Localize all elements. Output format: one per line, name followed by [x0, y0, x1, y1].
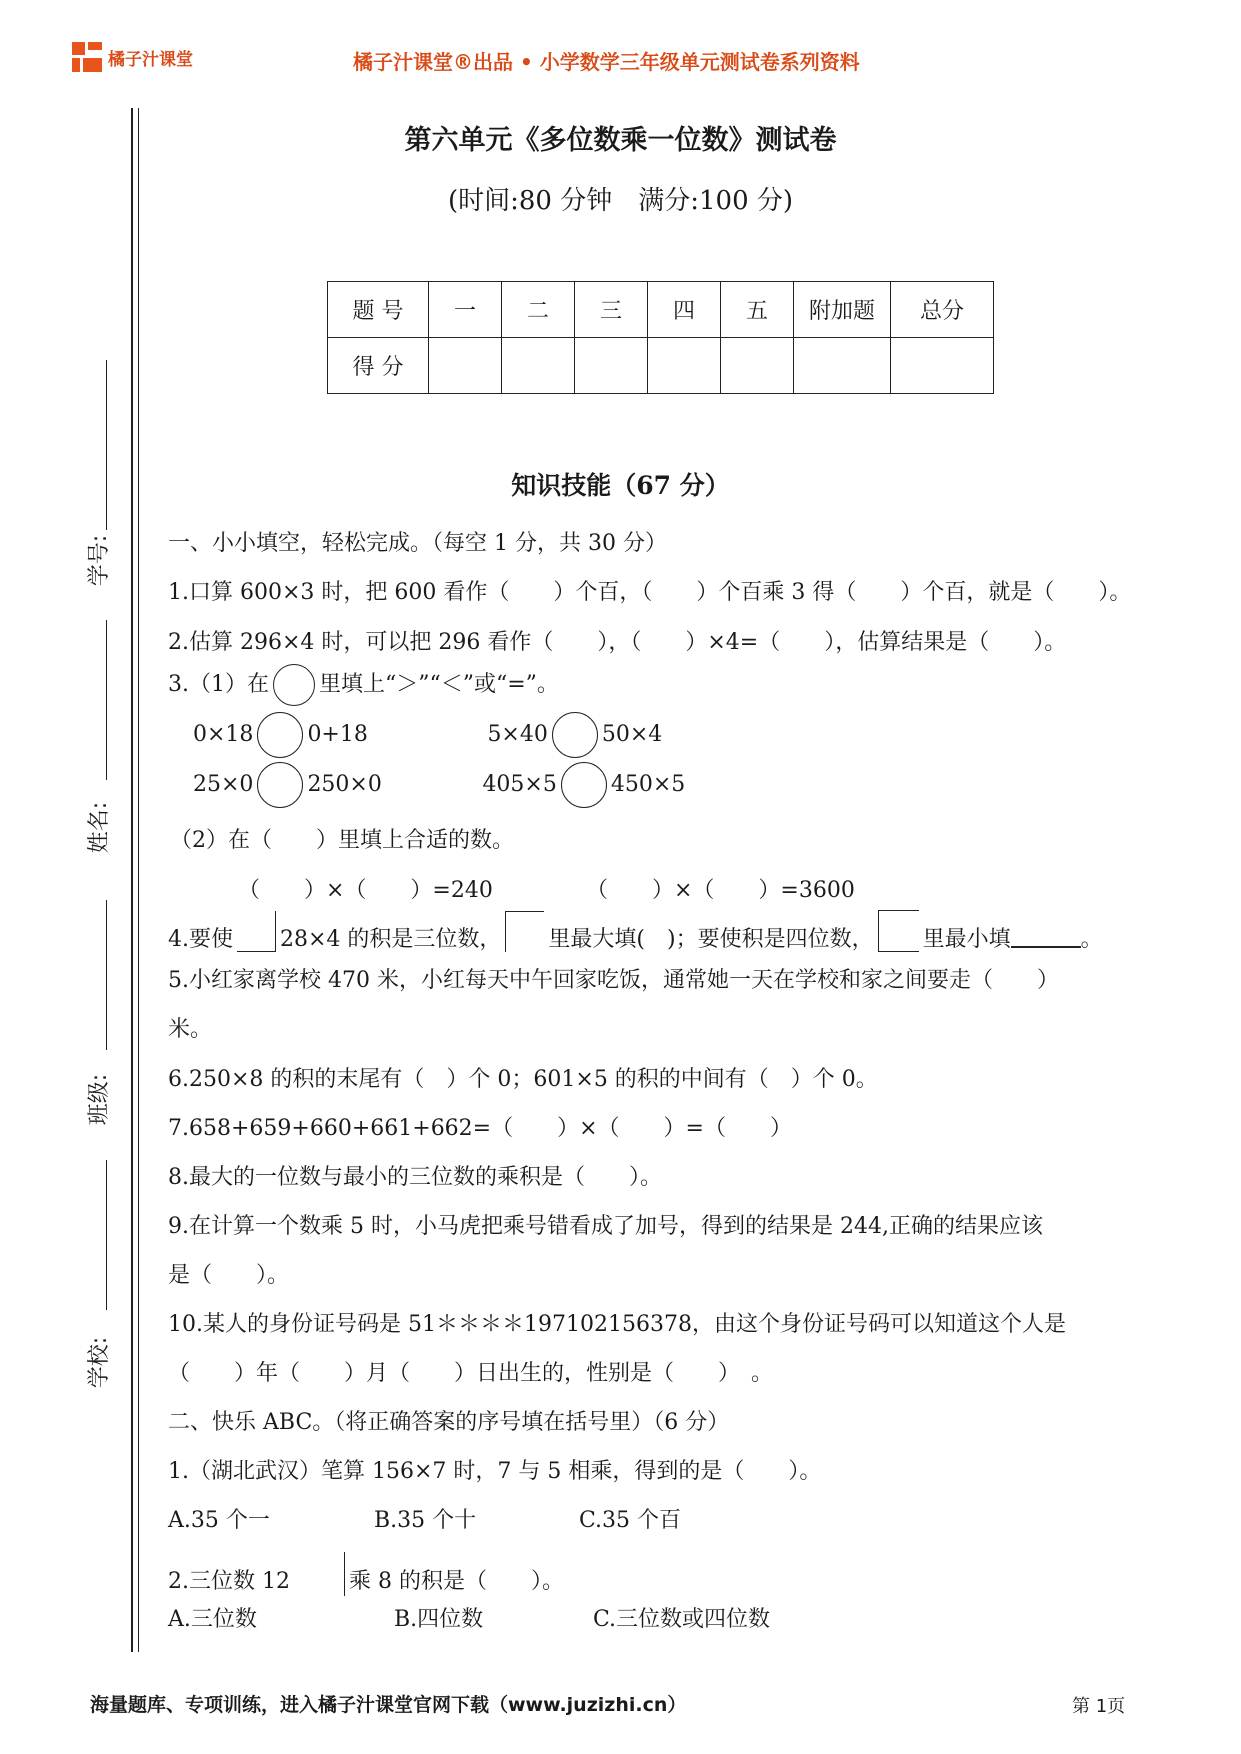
page-subtitle: (时间:80 分钟 满分:100 分) [447, 186, 794, 216]
answer-circle[interactable] [561, 762, 607, 808]
q3-expr: 0×18 [193, 722, 254, 747]
q3-expr: 5×40 [487, 722, 548, 747]
part2-q2-option-c: C.三位数或四位数 [593, 1607, 771, 1632]
question-3-part-2: （2）在（ ）里填上合适的数。 [170, 828, 514, 853]
part2-q1-option-b: B.35 个十 [374, 1508, 477, 1533]
p2q2-text-b: 乘 8 的积是（ ）。 [349, 1569, 564, 1594]
compare-circle-icon [273, 664, 315, 706]
score-table [327, 281, 994, 394]
digit-box[interactable] [237, 911, 276, 952]
score-header-cell: 三 [575, 282, 648, 338]
q3-expr: 0+18 [307, 722, 368, 747]
q3-2-expr-b: （ ）×（ ）=3600 [586, 878, 855, 903]
q3-expr: 250×0 [307, 772, 382, 797]
question-5-cont: 米。 [168, 1017, 213, 1042]
question-10: 10.某人的身份证号码是 51＊＊＊＊197102156378，由这个身份证号码可以知道这个人是 [168, 1312, 1066, 1337]
score-cell[interactable] [429, 338, 502, 394]
question-5: 5.小红家离学校 470 米，小红每天中午回家吃饭，通常她一天在学校和家之间要走（ ） [168, 968, 1059, 993]
question-9: 9.在计算一个数乘 5 时，小马虎把乘号错看成了加号，得到的结果是 244,正确的结果应该 [168, 1214, 1043, 1239]
q4-text-d: 里最小填 [922, 927, 1011, 952]
brand-logo [72, 40, 193, 74]
part2-q1-option-c: C.35 个百 [579, 1508, 682, 1533]
answer-circle[interactable] [552, 712, 598, 758]
score-header-cell: 一 [429, 282, 502, 338]
score-header-cell: 附加题 [794, 282, 891, 338]
score-header-cell: 题 号 [328, 282, 429, 338]
class-line [106, 900, 107, 1050]
score-header-cell: 五 [721, 282, 794, 338]
school-label: 学校: [87, 1336, 113, 1389]
binding-line-1 [131, 108, 133, 1652]
header-title: 橘子汁课堂®出品 • 小学数学三年级单元测试卷系列资料 [353, 50, 860, 74]
part2-question-1: 1.（湖北武汉）笔算 156×7 时，7 与 5 相乘，得到的是（ ）。 [168, 1459, 822, 1484]
p2q2-text-a: 2.三位数 12 [168, 1569, 290, 1594]
q3-expr: 450×5 [610, 772, 686, 797]
digit-box[interactable] [505, 911, 544, 952]
q3-expr: 50×4 [601, 722, 663, 747]
score-table-score-row [328, 338, 994, 394]
question-7: 7.658+659+660+661+662=（ ）×（ ）=（ ） [168, 1116, 792, 1141]
score-cell[interactable] [575, 338, 648, 394]
score-table-header-row [328, 282, 994, 338]
school-line [106, 1160, 107, 1310]
score-cell[interactable] [891, 338, 994, 394]
name-label: 姓名: [87, 801, 113, 854]
part2-q2-option-b: B.四位数 [394, 1607, 484, 1632]
score-cell[interactable] [721, 338, 794, 394]
q3-row-2 [193, 762, 685, 808]
part2-heading: 二、快乐 ABC。（将正确答案的序号填在括号里）（6 分） [168, 1410, 730, 1435]
logo-icon [72, 42, 102, 72]
answer-circle[interactable] [257, 762, 303, 808]
student-id-label: 学号: [87, 534, 113, 587]
q3-text-a: 3.（1）在 [168, 672, 269, 697]
logo-text: 橘子汁课堂 [108, 49, 193, 70]
score-row-label: 得 分 [328, 338, 429, 394]
question-10-cont: （ ）年（ ）月（ ）日出生的，性别是（ ） 。 [168, 1361, 774, 1386]
class-label: 班级: [87, 1073, 113, 1126]
q3-expr: 405×5 [482, 772, 557, 797]
q3-2-expr-a: （ ）×（ ）=240 [238, 878, 493, 903]
part1-heading: 一、小小填空，轻松完成。（每空 1 分，共 30 分） [168, 531, 667, 556]
question-4 [168, 910, 1103, 953]
page-title: 第六单元《多位数乘一位数》测试卷 [404, 125, 837, 156]
score-header-cell: 四 [648, 282, 721, 338]
question-1: 1.口算 600×3 时，把 600 看作（ ）个百，（ ）个百乘 3 得（ ）个百，就是（ ）。 [168, 580, 1132, 605]
name-line [106, 620, 107, 780]
score-cell[interactable] [502, 338, 575, 394]
digit-box[interactable] [878, 910, 919, 952]
part2-question-2 [168, 1552, 564, 1596]
binding-line-2 [138, 108, 139, 1652]
answer-blank[interactable] [1011, 924, 1081, 948]
q4-text-c: 里最大填( )；要使积是四位数， [548, 927, 874, 952]
q4-text-a: 4.要使 [168, 927, 233, 952]
question-8: 8.最大的一位数与最小的三位数的乘积是（ ）。 [168, 1165, 662, 1190]
question-2: 2.估算 296×4 时，可以把 296 看作（ ），（ ）×4=（ ），估算结果是（ ）。 [168, 630, 1067, 655]
section-title: 知识技能（67 分） [511, 471, 730, 500]
q3-row-1 [193, 712, 662, 758]
footer-ad: 海量题库、专项训练，进入橘子汁课堂官网下载（www.juzizhi.cn） [90, 1694, 687, 1716]
student-id-line [106, 360, 107, 530]
page-number: 第 1页 [1072, 1696, 1126, 1717]
score-header-cell: 总分 [891, 282, 994, 338]
q4-text-e: 。 [1080, 927, 1103, 952]
question-9-cont: 是（ ）。 [168, 1263, 290, 1288]
q4-text-b: 28×4 的积是三位数， [280, 927, 502, 952]
score-header-cell: 二 [502, 282, 575, 338]
q3-text-b: 里填上“＞”“＜”或“=”。 [319, 672, 559, 697]
score-cell[interactable] [648, 338, 721, 394]
part2-q2-option-a: A.三位数 [168, 1607, 257, 1632]
part2-q1-option-a: A.35 个一 [168, 1508, 270, 1533]
question-3 [168, 664, 559, 706]
digit-box[interactable] [344, 1552, 347, 1596]
answer-circle[interactable] [257, 712, 303, 758]
question-6: 6.250×8 的积的末尾有（ ）个 0；601×5 的积的中间有（ ）个 0。 [168, 1067, 878, 1092]
q3-expr: 25×0 [193, 772, 254, 797]
score-cell[interactable] [794, 338, 891, 394]
